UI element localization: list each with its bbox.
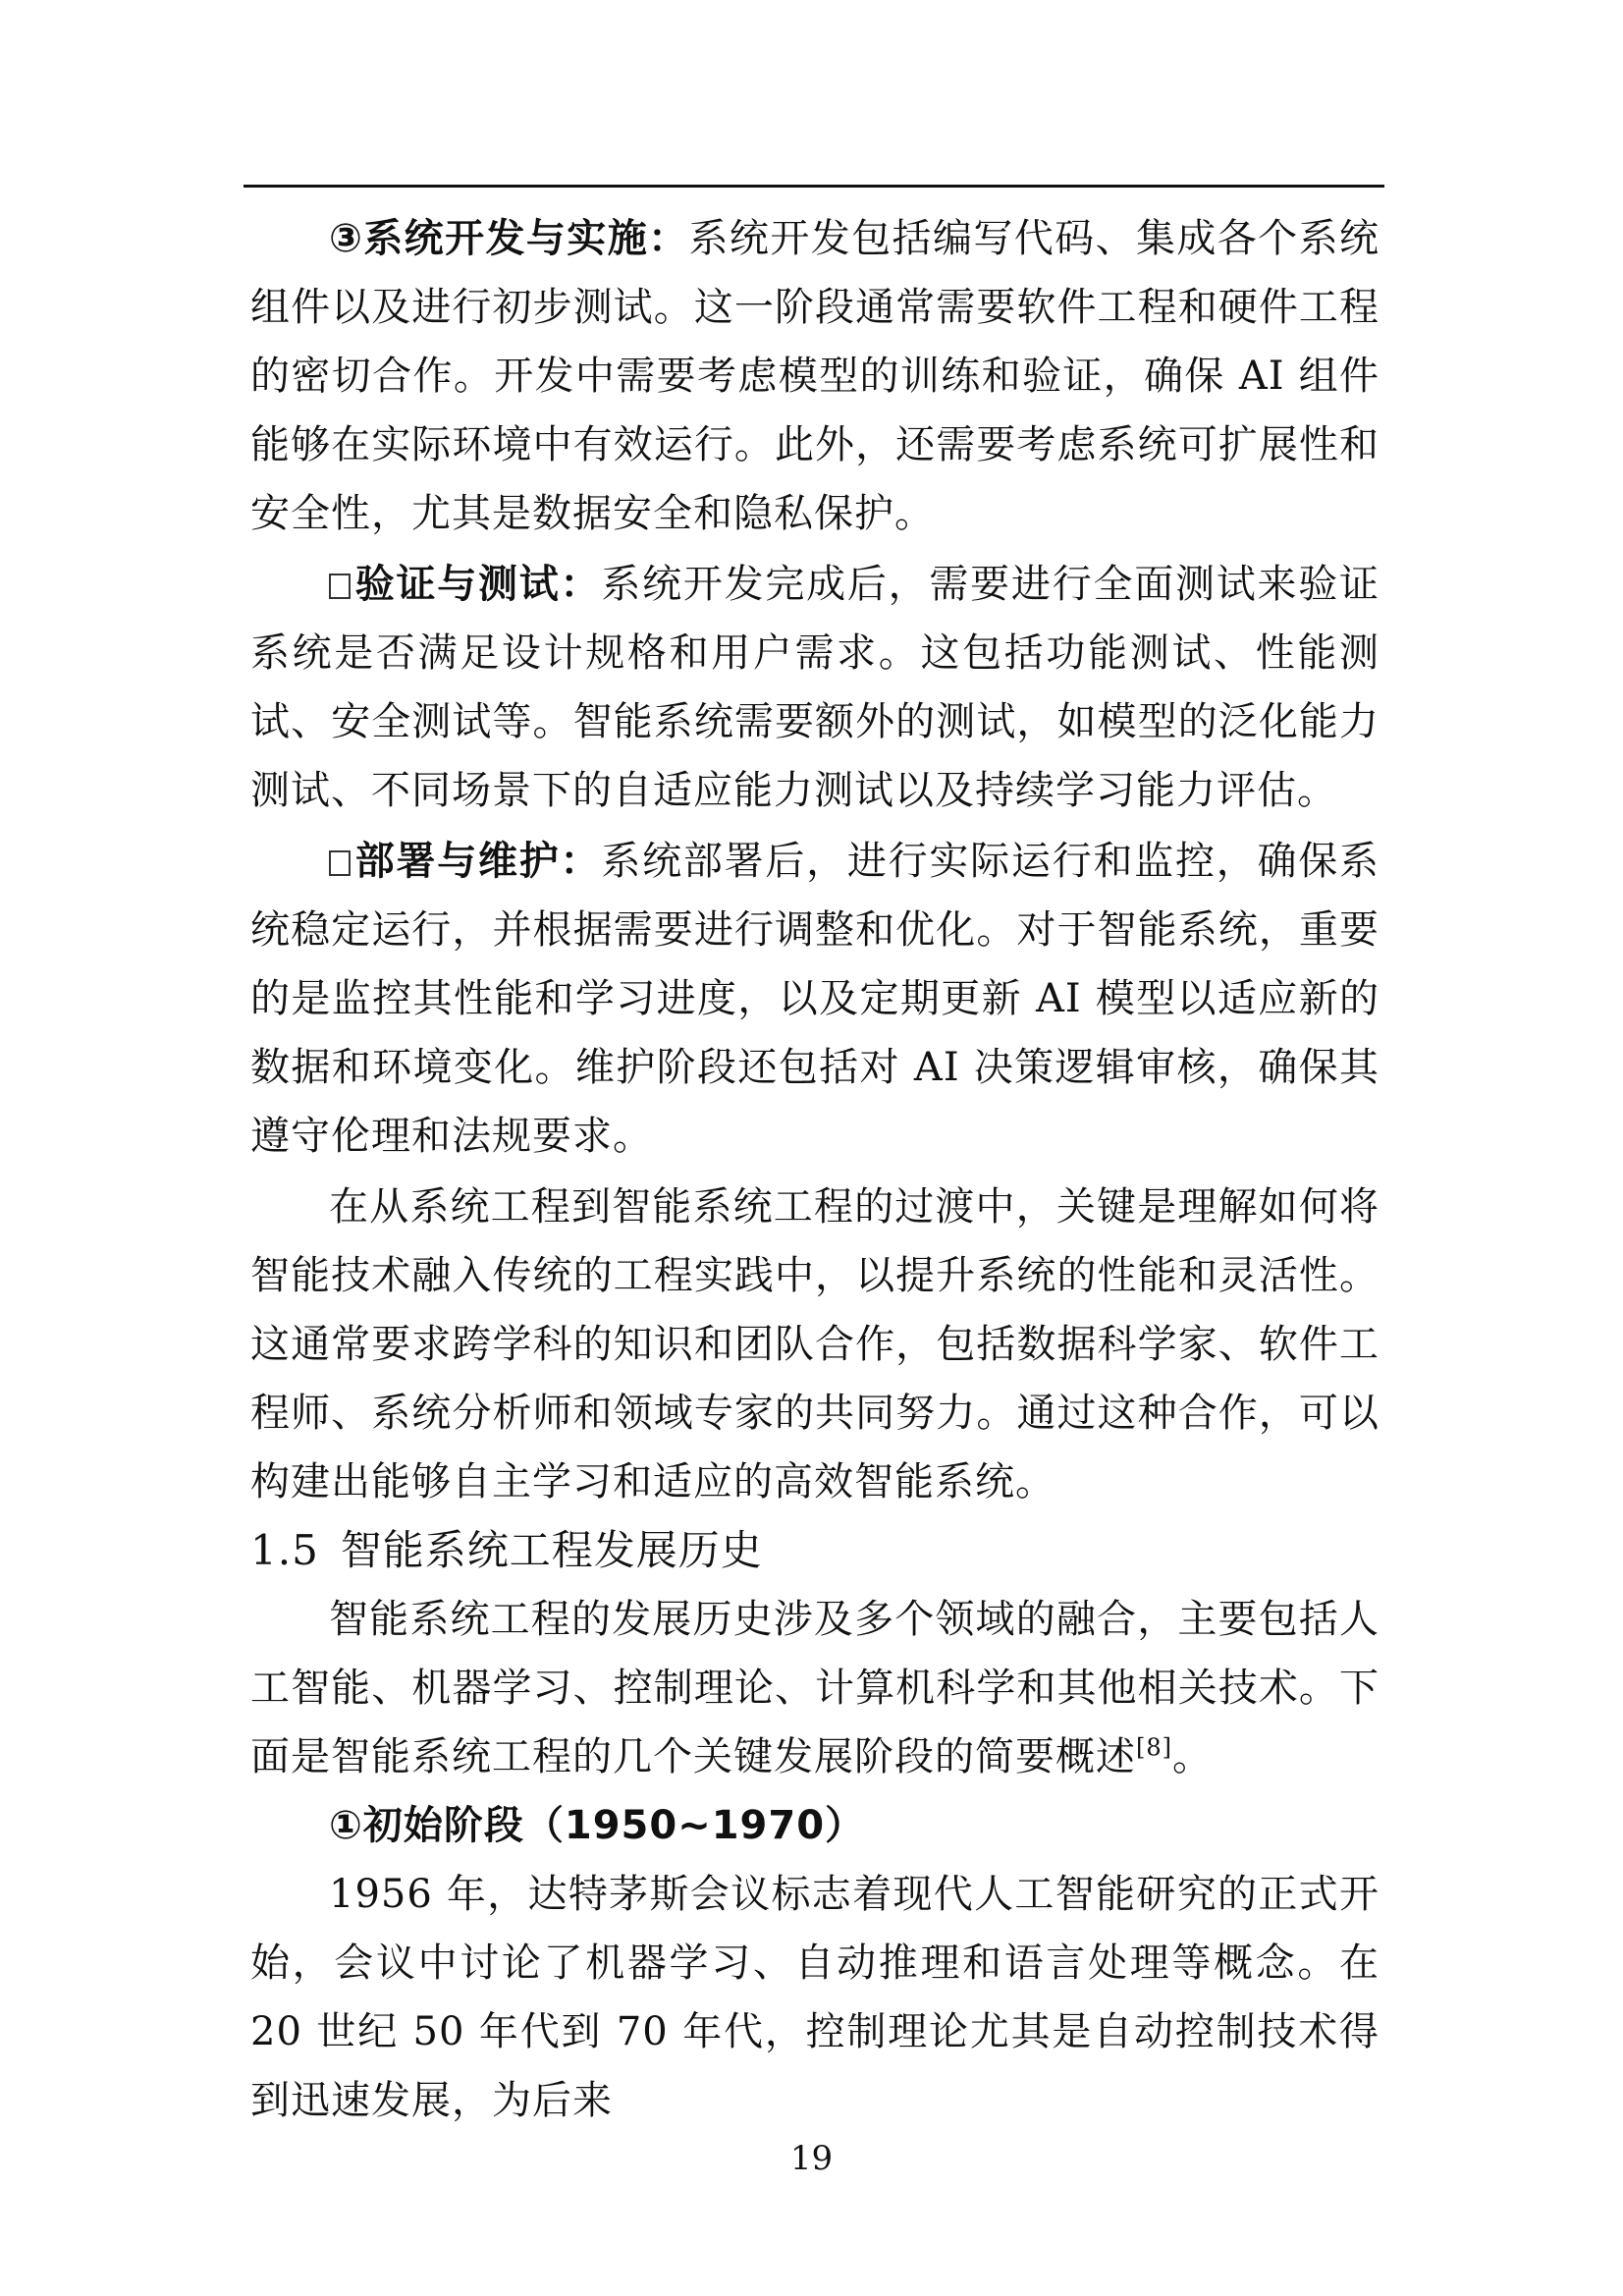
page-content (250, 204, 1380, 2135)
paragraph-lead-validation: 验证与测试： (354, 562, 602, 607)
paragraph-text-system-development: 系统开发包括编写代码、集成各个系统组件以及进行初步测试。这一阶段通常需要软件工程和硬件工程的密切合作。开发中需要考虑模型的训练和验证，确保 AI 组件能够在实际环境中有效运行。此外，还需要考虑系统可扩展性和安全性，尤其是数据安全和隐私保护。 (250, 216, 1380, 536)
paragraph-end-history-intro: 。 (1172, 1734, 1213, 1779)
section-title: 智能系统工程发展历史 (340, 1526, 763, 1574)
section-number: 1.5 (250, 1526, 319, 1574)
paragraph-system-development (250, 204, 1380, 548)
section-heading (250, 1516, 1380, 1585)
paragraph-transition: 在从系统工程到智能系统工程的过渡中，关键是理解如何将智能技术融入传统的工程实践中，以提升系统的性能和灵活性。这通常要求跨学科的知识和团队合作，包括数据科学家、软件工程师、系统分析师和领域专家的共同努力。通过这种合作，可以构建出能够自主学习和适应的高效智能系统。 (250, 1184, 1380, 1504)
checkbox-square-icon (329, 850, 351, 876)
checkbox-square-icon (329, 574, 351, 599)
paragraph-history-intro (250, 1585, 1380, 1791)
paragraph-initial-stage: 1956 年，达特茅斯会议标志着现代人工智能研究的正式开始，会议中讨论了机器学习、自动推理和语言处理等概念。在 20 世纪 50 年代到 70 年代，控制理论尤其是自动控制技术得到迅速发展，为后来 (250, 1872, 1380, 2123)
paragraph-validation (250, 550, 1380, 825)
paragraph-lead-deployment: 部署与维护： (354, 839, 602, 884)
citation-reference: [8] (1136, 1733, 1172, 1762)
subsection-heading-initial-stage: ①初始阶段（1950~1970） (329, 1803, 866, 1848)
paragraph-text-deployment: 系统部署后，进行实际运行和监控，确保系统稳定运行，并根据需要进行调整和优化。对于智能系统，重要的是监控其性能和学习进度，以及定期更新 AI 模型以适应新的数据和环境变化。维护阶段还包括对 AI 决策逻辑审核，确保其遵守伦理和法规要求。 (250, 839, 1380, 1159)
paragraph-text-validation: 系统开发完成后，需要进行全面测试来验证系统是否满足设计规格和用户需求。这包括功能测试、性能测试、安全测试等。智能系统需要额外的测试，如模型的泛化能力测试、不同场景下的自适应能力测试以及持续学习能力评估。 (250, 562, 1380, 813)
paragraph-deployment (250, 827, 1380, 1171)
paragraph-lead-system-development: ③系统开发与实施： (329, 216, 689, 261)
paragraph-text-history-intro: 智能系统工程的发展历史涉及多个领域的融合，主要包括人工智能、机器学习、控制理论、计算机科学和其他相关技术。下面是智能系统工程的几个关键发展阶段的简要概述 (250, 1597, 1380, 1779)
page-number: 19 (789, 2139, 834, 2178)
header-rule (243, 185, 1384, 188)
